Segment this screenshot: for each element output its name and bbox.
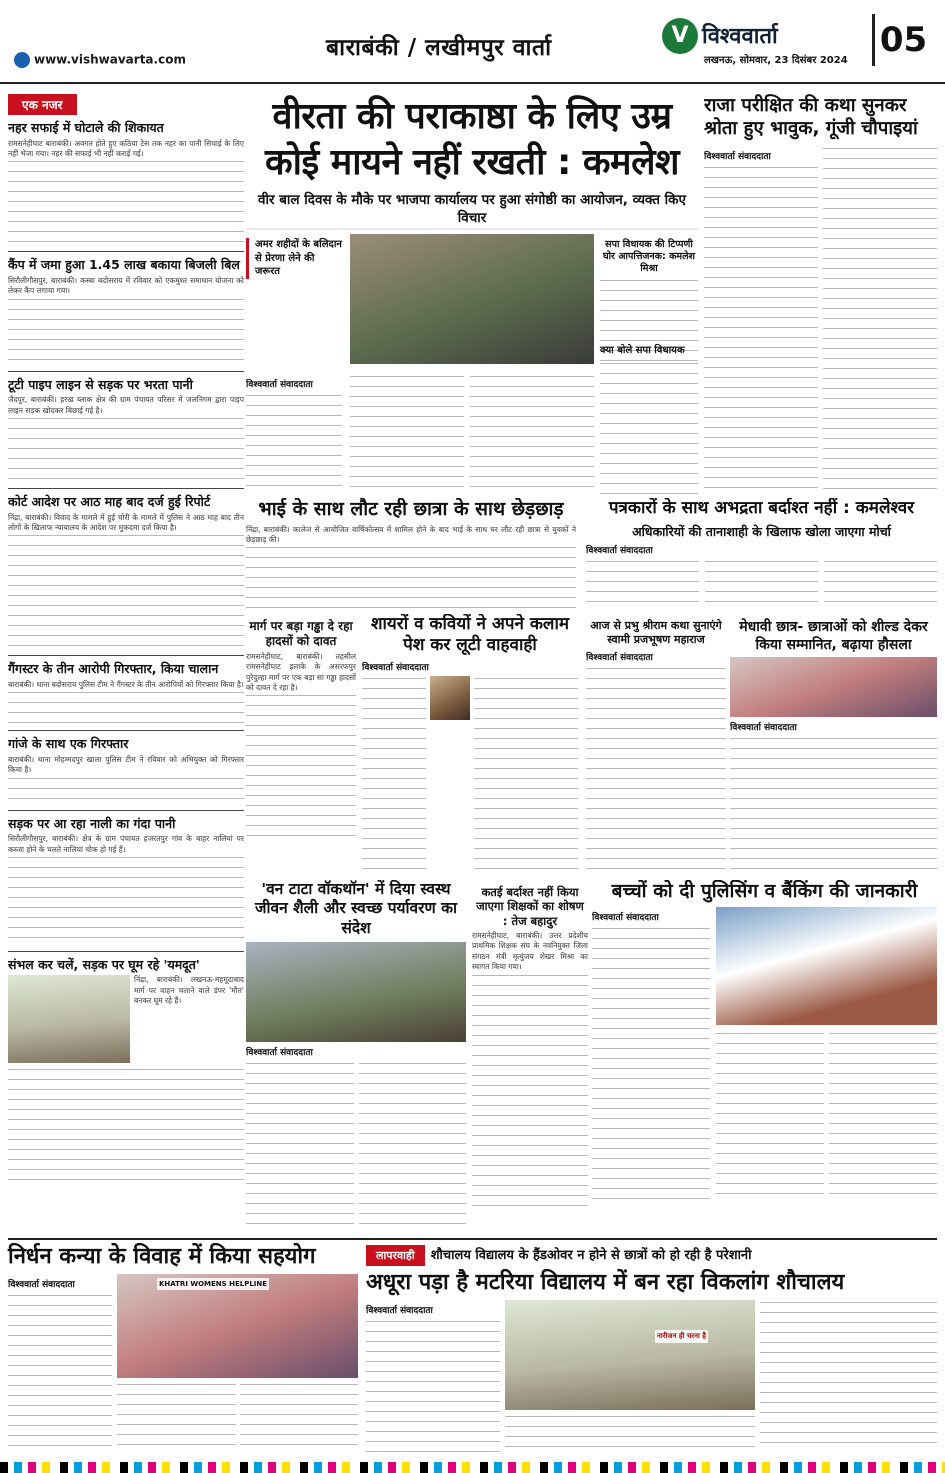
vivah-photo bbox=[117, 1274, 358, 1378]
text-block bbox=[362, 676, 426, 872]
text-block bbox=[8, 690, 244, 726]
text-block bbox=[730, 736, 937, 876]
text-block bbox=[704, 165, 818, 494]
shikshak-story bbox=[472, 880, 588, 1232]
text-block bbox=[246, 693, 356, 843]
brief-headline: संभल कर चलें, सड़क पर घूम रहे 'यमदूत' bbox=[8, 956, 200, 972]
gaddha-lead: रामसनेहीघाट, बाराबंकी। तहसील रामसनेहीघाट इलाके के असरफपुर पुरेदुल्हा मार्ग पर एक बड़ा सा गड्ढा हादसों को दावत दे रहा है। bbox=[246, 652, 356, 693]
brief-story bbox=[8, 661, 244, 726]
shauchalay-headline: अधूरा पड़ा है मटरिया विद्यालय में बन रहा विकलांग शौचालय bbox=[366, 1270, 845, 1295]
text-block bbox=[474, 676, 578, 872]
brief-lead: रामसनेहीघाट बाराबंकी। अवगत होते हुए कठिया टेस तक नहर का पानी सिचाई के लिए नहीं भेजा गया। नहर की सफाई भी नहीं कराई गई। bbox=[8, 138, 244, 158]
vivah-story bbox=[8, 1244, 358, 1462]
globe-icon bbox=[14, 52, 30, 68]
text-block bbox=[8, 855, 244, 947]
raja-story bbox=[704, 94, 937, 494]
brief-story bbox=[8, 816, 244, 947]
brief-lead: जैदपुर, बाराबंकी। हरख ब्लाक क्षेत्र की ग्राम पंचायत परिसर में जलनिगम द्वारा पाइप लाइन सड़क खोदकर बिछाई गई है। bbox=[8, 395, 244, 415]
gaddha-story bbox=[246, 614, 356, 876]
patrakar-story bbox=[586, 498, 937, 610]
brief-story bbox=[8, 957, 244, 1188]
text-block bbox=[8, 416, 244, 484]
medhavi-byline: विश्ववार्ता संवाददाता bbox=[730, 723, 797, 733]
text-block bbox=[592, 926, 710, 1206]
bank-visit-photo bbox=[716, 907, 937, 1025]
print-registration-strip bbox=[0, 1462, 945, 1473]
policing-byline: विश्ववार्ता संवाददाता bbox=[592, 912, 659, 923]
patrakar-headline: पत्रकारों के साथ अभद्रता बर्दाश्त नहीं : कमलेश्वर bbox=[608, 498, 915, 518]
section-title: बाराबंकी / लखीमपुर वार्ता bbox=[326, 35, 552, 61]
vivah-banner-text: KHATRI WOMENS HELPLINE bbox=[159, 1280, 268, 1289]
text-block bbox=[8, 1293, 112, 1453]
site-url[interactable] bbox=[14, 52, 186, 68]
brief-lead: सिरौलीगौसपुर, बाराबंकी। कस्बा बदोसराय में रविवार को एकमुश्त समाधान योजना को लेकर कैंप लगाया गया। bbox=[8, 275, 244, 296]
chhedchhad-story bbox=[246, 498, 576, 610]
shauchalay-story bbox=[366, 1244, 937, 1462]
lead-quote: अमर शहीदों के बलिदान से प्रेरणा लेने की जरूरत bbox=[246, 238, 342, 279]
text-block bbox=[350, 374, 464, 494]
medhavi-photo bbox=[730, 657, 937, 717]
text-block bbox=[246, 1061, 354, 1232]
brief-headline: गैंगस्टर के तीन आरोपी गिरफ्तार, किया चालान bbox=[8, 661, 219, 677]
gaddha-headline: मार्ग पर बड़ा गड्ढा दे रहा हादसों को दावत bbox=[249, 619, 353, 648]
chhedchhad-lead: निंद्रा, बाराबंकी। कालेज से आयोजित वार्षिकोत्सव में शामिल होने के बाद भाई के साथ घर लौट रही छात्रा से युवकों ने छेड़छाड़ की। bbox=[246, 524, 576, 545]
raja-headline: राजा परीक्षित की कथा सुनकर श्रोता हुए भावुक, गूंजी चौपाइयां bbox=[704, 95, 918, 140]
policing-headline: बच्चों को दी पुलिसिंग व बैंकिंग की जानकारी bbox=[611, 880, 918, 902]
brand-logo-icon: V bbox=[662, 18, 698, 54]
katha-byline: विश्ववार्ता संवाददाता bbox=[586, 652, 653, 663]
walkathon-photo bbox=[246, 942, 466, 1042]
divider bbox=[8, 655, 244, 656]
brand-name: विश्ववार्ता bbox=[702, 24, 778, 49]
divider bbox=[8, 251, 244, 252]
brief-lead: निंद्रा, बाराबंकी। विवाद के मामले में हुई चोरी के मामले में पुलिस ने आठ माह बाद तीन लोगों के खिलाफ न्यायालय के आदेश पर मुकदमा दर्ज किया है। bbox=[8, 512, 244, 532]
policing-story bbox=[592, 880, 937, 1232]
brief-lead: सिरौलीगौसपुर, बाराबंकी। क्षेत्र के ग्राम पंचायत हजरतपुर गांव के बाहर नालियां पर कब्जा होने के चलते नालियां चोक हो गई हैं। bbox=[8, 834, 244, 854]
text-block bbox=[246, 393, 342, 494]
chhedchhad-headline: भाई के साथ लौट रही छात्रा के साथ छेड़छाड़ bbox=[258, 498, 564, 520]
page-number: 05 bbox=[872, 14, 932, 66]
shikshak-headline: कतई बर्दाश्त नहीं किया जाएगा शिक्षकों का शोषण : तेज बहादुर bbox=[476, 885, 584, 928]
text-block bbox=[600, 361, 698, 494]
shikshak-lead: रामसनेहीघाट, बाराबंकी। उत्तर प्रदेशीय प्राथमिक शिक्षक संघ के नवनियुक्त जिला संगठन मंत्री मृत्युंजय शेखर मिश्रा का स्वागत किया गया। bbox=[472, 931, 588, 972]
text-block bbox=[8, 1067, 244, 1187]
text-block bbox=[824, 559, 937, 603]
patrakar-subhead: अधिकारियों की तानाशाही के खिलाफ खोला जाएगा मोर्चा bbox=[632, 524, 891, 540]
brief-headline: कैंप में जमा हुआ 1.45 लाख बकाया बिजली बिल bbox=[8, 257, 240, 273]
text-block bbox=[586, 666, 726, 876]
text-block bbox=[117, 1382, 236, 1450]
lead-story bbox=[246, 94, 698, 494]
text-block bbox=[470, 374, 594, 494]
text-block bbox=[8, 776, 244, 806]
brief-lead: बाराबंकी। थाना मोहम्मदपुर खाला पुलिस टीम ने रविवार को अभियुक्त को गिरफ्तार किया है। bbox=[8, 754, 244, 775]
text-block bbox=[705, 559, 818, 603]
kavi-photo bbox=[430, 676, 470, 720]
kavi-byline: विश्ववार्ता संवाददाता bbox=[362, 662, 429, 673]
medhavi-headline: मेधावी छात्र- छात्राओं को शील्ड देकर किया सम्मानित, बढ़ाया हौसला bbox=[739, 619, 928, 653]
divider bbox=[8, 371, 244, 372]
dumper-truck-photo bbox=[8, 975, 130, 1063]
text-block bbox=[8, 533, 244, 651]
vivah-byline: विश्ववार्ता संवाददाता bbox=[8, 1280, 75, 1291]
text-block bbox=[586, 559, 699, 603]
brief-headline: टूटी पाइप लाइन से सड़क पर भरता पानी bbox=[8, 376, 193, 392]
walkathon-byline: विश्ववार्ता संवाददाता bbox=[246, 1048, 313, 1059]
brief-headline: सड़क पर आ रहा नाली का गंदा पानी bbox=[8, 815, 176, 831]
laparwahi-tag: लापरवाही bbox=[366, 1245, 425, 1266]
left-column bbox=[8, 94, 244, 1234]
divider bbox=[8, 951, 244, 952]
dateline: लखनऊ, सोमवार, 23 दिसंबर 2024 bbox=[704, 55, 848, 66]
shauchalay-byline: विश्ववार्ता संवाददाता bbox=[366, 1306, 433, 1317]
divider bbox=[246, 228, 698, 230]
divider bbox=[8, 488, 244, 489]
masthead bbox=[0, 0, 945, 84]
shauchalay-wall-text: नारीजन ही चरना है bbox=[655, 1330, 708, 1343]
lead-subhead: वीर बाल दिवस के मौके पर भाजपा कार्यालय पर हुआ संगोष्ठी का आयोजन, व्यक्त किए विचार bbox=[258, 192, 686, 227]
brief-headline: गांजे के साथ एक गिरफ्तार bbox=[8, 736, 129, 752]
brief-story bbox=[8, 736, 244, 805]
walkathon-story bbox=[246, 880, 466, 1232]
brief-lead: निंद्रा, बाराबंकी। लखनऊ-महमूदाबाद मार्ग पर वाहन चलाने वाले डंपर 'मौत' बनकर घूम रहे हैं। bbox=[134, 975, 244, 1006]
text-block bbox=[716, 1031, 824, 1203]
medhavi-story bbox=[730, 614, 937, 876]
bottom-strip bbox=[8, 1238, 937, 1462]
kavi-headline: शायरों व कवियों ने अपने कलाम पेश कर लूटी वाहवाही bbox=[370, 614, 570, 656]
lead-photo bbox=[350, 234, 594, 364]
brief-story bbox=[8, 494, 244, 651]
lead-byline: विश्ववार्ता संवाददाता bbox=[246, 380, 313, 391]
lead-headline: वीरता की पराकाष्ठा के लिए उम्र कोई मायने नहीं रखती : कमलेश bbox=[265, 96, 679, 184]
brief-headline: नहर सफाई में घोटाले की शिकायत bbox=[8, 120, 164, 135]
ek-nazar-tag: एक नजर bbox=[8, 94, 77, 115]
walkathon-headline: 'वन टाटा वॉकथॉन' में दिया स्वस्थ जीवन शैली और स्वच्छ पर्यावरण का संदेश bbox=[254, 880, 458, 937]
divider bbox=[8, 730, 244, 731]
text-block bbox=[246, 545, 576, 610]
text-block bbox=[359, 1061, 467, 1232]
divider bbox=[8, 810, 244, 811]
text-block bbox=[472, 973, 588, 1213]
text-block bbox=[240, 1382, 359, 1450]
text-block bbox=[829, 1031, 937, 1203]
kavi-story bbox=[362, 614, 578, 876]
raja-byline: विश्ववार्ता संवाददाता bbox=[704, 152, 771, 163]
text-block bbox=[8, 159, 244, 247]
brief-story bbox=[8, 257, 244, 366]
site-url-text: www.vishwavarta.com bbox=[34, 52, 186, 67]
patrakar-byline: विश्ववार्ता संवाददाता bbox=[586, 546, 653, 557]
text-block bbox=[8, 297, 244, 367]
text-block bbox=[823, 146, 937, 492]
brief-story bbox=[8, 120, 244, 247]
brief-story bbox=[8, 377, 244, 484]
shauchalay-tagline: शौचालय विद्यालय के हैंडओवर न होने से छात्रों को हो रही है परेशानी bbox=[430, 1248, 752, 1263]
katha-story bbox=[586, 614, 726, 876]
vivah-headline: निर्धन कन्या के विवाह में किया सहयोग bbox=[8, 1244, 316, 1269]
text-block bbox=[505, 1414, 755, 1452]
shauchalay-photo bbox=[505, 1300, 755, 1410]
text-block bbox=[760, 1300, 937, 1452]
brief-headline: कोर्ट आदेश पर आठ माह बाद दर्ज हुई रिपोर्ट bbox=[8, 493, 211, 509]
brief-lead: बाराबंकी। थाना बदोसराय पुलिस टीम ने गैंगस्टर के तीन आरोपियों को गिरफ्तार किया है। bbox=[8, 679, 244, 689]
text-block bbox=[366, 1319, 500, 1455]
katha-headline: आज से प्रभु श्रीराम कथा सुनाएंगे स्वामी प्रजभूषण महाराज bbox=[590, 619, 722, 646]
lead-section-label: क्या बोले सपा विधायक bbox=[600, 345, 685, 357]
lead-photo-caption: सपा विधायक की टिप्पणी घोर आपत्तिजनक: कमलेश मिश्रा bbox=[602, 239, 695, 274]
